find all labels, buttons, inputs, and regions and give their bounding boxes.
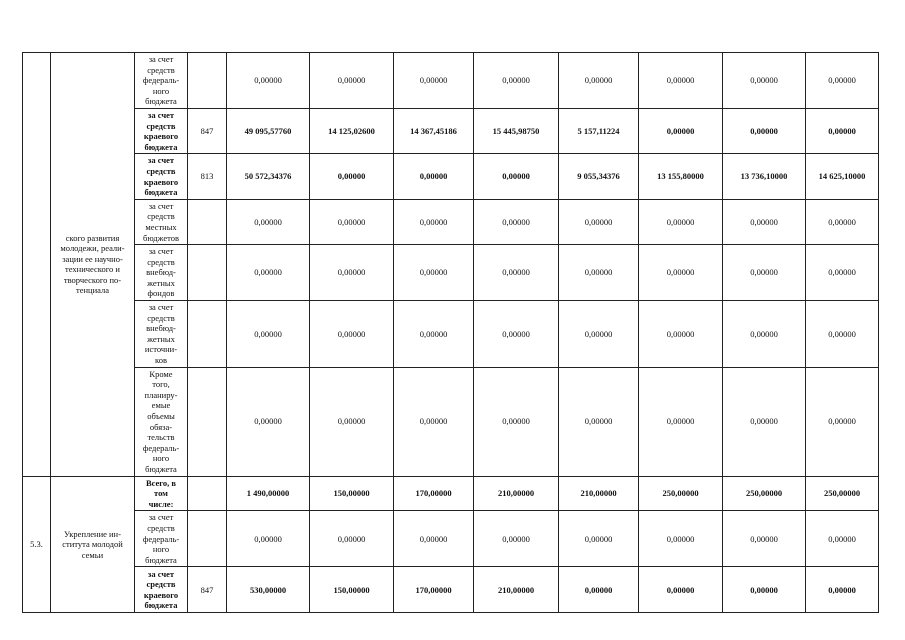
amount-cell: 170,00000 — [394, 567, 474, 613]
funding-source-cell — [135, 108, 188, 153]
amount-cell: 49 095,57760 — [227, 108, 310, 153]
amount-cell: 0,00000 — [639, 567, 723, 613]
amount-cell: 5 157,11224 — [559, 108, 639, 153]
funding-source-cell — [135, 53, 188, 109]
amount-cell: 0,00000 — [227, 199, 310, 244]
funding-source: за счет средств краевого бюджета — [143, 568, 179, 611]
amount-cell: 0,00000 — [474, 245, 559, 301]
amount-cell: 0,00000 — [310, 53, 394, 109]
funding-source: за счет средств краевого бюджета — [143, 109, 179, 152]
item-name-cell — [51, 53, 135, 477]
amount-cell: 250,00000 — [639, 476, 723, 511]
amount-cell: 0,00000 — [559, 367, 639, 476]
amount-cell: 210,00000 — [559, 476, 639, 511]
amount-cell: 0,00000 — [227, 511, 310, 567]
table-row — [23, 154, 879, 199]
amount-cell: 0,00000 — [559, 199, 639, 244]
amount-cell: 0,00000 — [310, 511, 394, 567]
item-number-cell: 5.3. — [23, 476, 51, 613]
amount-cell: 0,00000 — [394, 53, 474, 109]
amount-cell: 0,00000 — [474, 511, 559, 567]
budget-code-cell — [188, 511, 227, 567]
amount-cell: 0,00000 — [474, 199, 559, 244]
amount-cell: 9 055,34376 — [559, 154, 639, 199]
amount-cell: 0,00000 — [310, 245, 394, 301]
budget-code-cell — [188, 367, 227, 476]
amount-cell: 0,00000 — [227, 367, 310, 476]
item-name: Укрепление ин- ститута молодой семьи — [62, 528, 123, 560]
amount-cell: 0,00000 — [723, 567, 806, 613]
amount-cell: 0,00000 — [310, 301, 394, 368]
amount-cell: 0,00000 — [559, 567, 639, 613]
amount-cell: 0,00000 — [806, 53, 879, 109]
funding-source: Всего, в том числе: — [145, 477, 177, 509]
budget-code-cell — [188, 301, 227, 368]
amount-cell: 0,00000 — [723, 53, 806, 109]
funding-source: за счет средств федераль- ного бюджета — [142, 512, 180, 565]
amount-cell: 14 125,02600 — [310, 108, 394, 153]
amount-cell: 0,00000 — [394, 511, 474, 567]
budget-code-cell — [188, 53, 227, 109]
amount-cell: 0,00000 — [723, 511, 806, 567]
amount-cell: 170,00000 — [394, 476, 474, 511]
amount-cell: 14 625,10000 — [806, 154, 879, 199]
funding-source: за счет средств внебюд- жетных источни- ков — [144, 302, 178, 366]
table-row — [23, 199, 879, 244]
amount-cell: 0,00000 — [723, 301, 806, 368]
amount-cell: 0,00000 — [806, 367, 879, 476]
funding-source: за счет средств местных бюджетов — [143, 200, 179, 243]
amount-cell: 0,00000 — [806, 199, 879, 244]
item-number-cell — [23, 53, 51, 477]
amount-cell: 50 572,34376 — [227, 154, 310, 199]
amount-cell: 530,00000 — [227, 567, 310, 613]
amount-cell: 0,00000 — [639, 301, 723, 368]
amount-cell: 0,00000 — [474, 301, 559, 368]
amount-cell: 14 367,45186 — [394, 108, 474, 153]
funding-source: за счет средств краевого бюджета — [143, 155, 179, 198]
amount-cell: 0,00000 — [806, 245, 879, 301]
amount-cell: 0,00000 — [639, 53, 723, 109]
amount-cell: 0,00000 — [723, 199, 806, 244]
amount-cell: 250,00000 — [806, 476, 879, 511]
amount-cell: 0,00000 — [559, 245, 639, 301]
amount-cell: 0,00000 — [723, 245, 806, 301]
funding-source-cell — [135, 301, 188, 368]
item-name-cell — [51, 476, 135, 613]
amount-cell: 0,00000 — [559, 53, 639, 109]
amount-cell: 15 445,98750 — [474, 108, 559, 153]
amount-cell: 0,00000 — [639, 199, 723, 244]
budget-code-cell: 847 — [188, 108, 227, 153]
amount-cell: 0,00000 — [227, 301, 310, 368]
amount-cell: 0,00000 — [310, 367, 394, 476]
amount-cell: 0,00000 — [474, 367, 559, 476]
amount-cell: 13 736,10000 — [723, 154, 806, 199]
amount-cell: 210,00000 — [474, 476, 559, 511]
amount-cell: 0,00000 — [227, 245, 310, 301]
amount-cell: 0,00000 — [227, 53, 310, 109]
amount-cell: 0,00000 — [806, 301, 879, 368]
funding-source-cell — [135, 245, 188, 301]
table-row — [23, 367, 879, 476]
funding-source-cell — [135, 367, 188, 476]
amount-cell: 0,00000 — [559, 301, 639, 368]
amount-cell: 0,00000 — [806, 108, 879, 153]
amount-cell: 0,00000 — [394, 154, 474, 199]
amount-cell: 0,00000 — [474, 154, 559, 199]
amount-cell: 0,00000 — [474, 53, 559, 109]
amount-cell: 0,00000 — [639, 108, 723, 153]
table-row — [23, 301, 879, 368]
amount-cell: 0,00000 — [394, 301, 474, 368]
amount-cell: 0,00000 — [394, 245, 474, 301]
amount-cell: 0,00000 — [559, 511, 639, 567]
funding-source: за счет средств внебюд- жетных фондов — [146, 246, 176, 299]
table-row — [23, 53, 879, 109]
table-row — [23, 108, 879, 153]
table-row — [23, 567, 879, 613]
table-body — [23, 53, 879, 613]
item-name: ского развития молодежи, реали- зации ее научно- технического и творческого по- тенциала — [60, 232, 125, 296]
amount-cell: 0,00000 — [394, 199, 474, 244]
amount-cell: 0,00000 — [639, 511, 723, 567]
amount-cell: 150,00000 — [310, 567, 394, 613]
amount-cell: 0,00000 — [723, 108, 806, 153]
budget-code-cell — [188, 245, 227, 301]
amount-cell: 150,00000 — [310, 476, 394, 511]
amount-cell: 250,00000 — [723, 476, 806, 511]
amount-cell: 0,00000 — [639, 245, 723, 301]
amount-cell: 0,00000 — [806, 511, 879, 567]
budget-code-cell — [188, 199, 227, 244]
budget-table — [22, 52, 879, 613]
table-row — [23, 476, 879, 511]
budget-code-cell: 847 — [188, 567, 227, 613]
funding-source: Кроме того, планиру- емые объемы обяза- тельств федераль- ного бюджета — [142, 368, 180, 474]
table-row — [23, 245, 879, 301]
funding-source: за счет средств федераль- ного бюджета — [142, 54, 180, 107]
budget-code-cell: 813 — [188, 154, 227, 199]
funding-source-cell — [135, 154, 188, 199]
amount-cell: 0,00000 — [394, 367, 474, 476]
amount-cell: 0,00000 — [639, 367, 723, 476]
amount-cell: 210,00000 — [474, 567, 559, 613]
amount-cell: 0,00000 — [310, 199, 394, 244]
table-row — [23, 511, 879, 567]
funding-source-cell — [135, 567, 188, 613]
amount-cell: 0,00000 — [310, 154, 394, 199]
amount-cell: 0,00000 — [806, 567, 879, 613]
funding-source-cell — [135, 476, 188, 511]
funding-source-cell — [135, 199, 188, 244]
budget-code-cell — [188, 476, 227, 511]
amount-cell: 1 490,00000 — [227, 476, 310, 511]
funding-source-cell — [135, 511, 188, 567]
amount-cell: 13 155,80000 — [639, 154, 723, 199]
amount-cell: 0,00000 — [723, 367, 806, 476]
